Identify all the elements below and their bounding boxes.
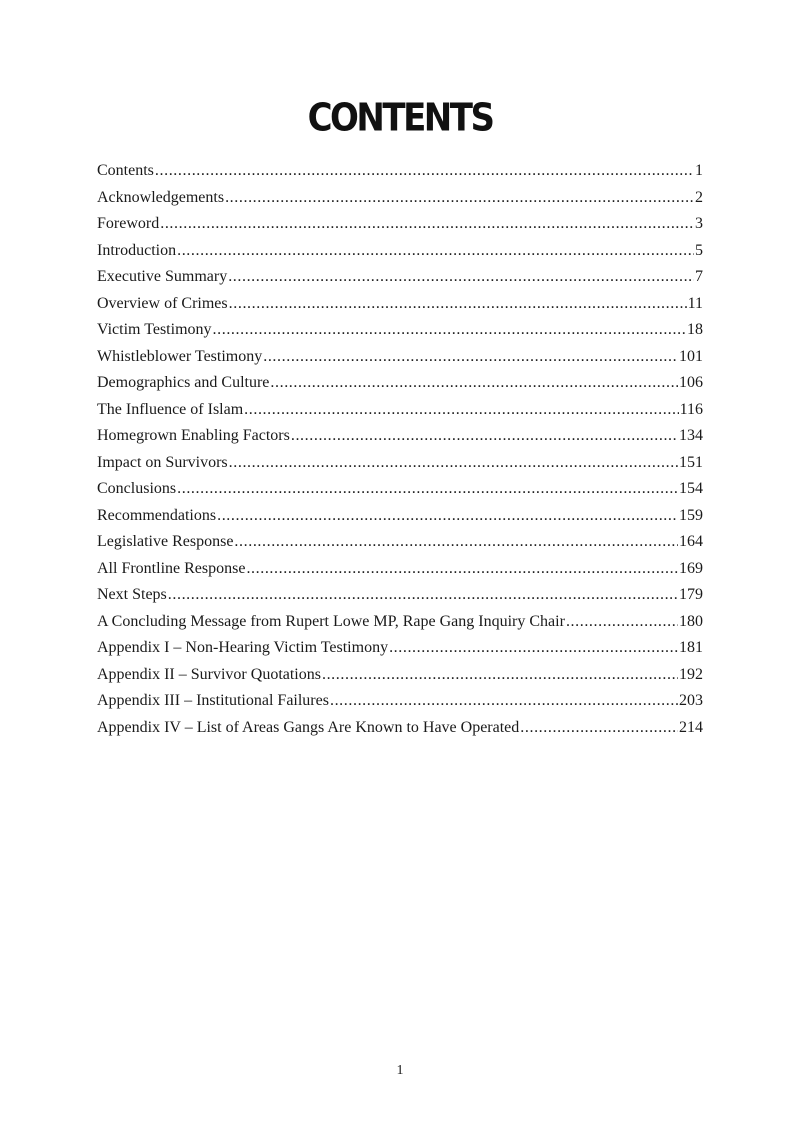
toc-leader-dots [177, 480, 678, 498]
toc-entry-page: 151 [679, 453, 703, 471]
toc-entry-title: Impact on Survivors [97, 453, 228, 471]
toc-entry[interactable] [97, 189, 703, 216]
toc-entry-page: 2 [695, 188, 703, 206]
toc-leader-dots [244, 401, 678, 419]
toc-entry[interactable] [97, 639, 703, 666]
toc-entry[interactable] [97, 692, 703, 719]
toc-entry-page: 154 [679, 480, 703, 497]
toc-leader-dots [168, 586, 678, 604]
toc-leader-dots [246, 560, 678, 578]
toc-entry-title: Executive Summary [97, 268, 228, 285]
toc-entry-title: Homegrown Enabling Factors [97, 427, 290, 444]
toc-leader-dots [225, 189, 694, 207]
toc-entry-title: Appendix II – Survivor Quotations [97, 665, 321, 683]
toc-entry-page: 164 [679, 533, 703, 550]
page-number: 1 [396, 1063, 404, 1078]
toc-leader-dots [520, 719, 678, 737]
toc-entry[interactable] [97, 507, 703, 534]
toc-entry-page: 5 [695, 241, 703, 259]
toc-entry-title: The Influence of Islam [97, 400, 244, 418]
toc-entry[interactable] [97, 480, 703, 507]
toc-entry-title: Whistleblower Testimony [97, 347, 263, 365]
toc-entry-page: 11 [687, 294, 703, 312]
toc-leader-dots [389, 639, 678, 657]
toc-entry[interactable] [97, 719, 703, 746]
toc-entry-page: 7 [695, 268, 703, 285]
toc-leader-dots [229, 295, 687, 313]
table-of-contents [97, 162, 703, 745]
toc-leader-dots [566, 613, 678, 631]
toc-entry-page: 214 [679, 718, 703, 736]
toc-leader-dots [234, 533, 678, 551]
toc-leader-dots [270, 374, 678, 392]
toc-entry-page: 159 [679, 506, 703, 524]
toc-entry[interactable] [97, 295, 703, 322]
toc-entry-page: 134 [679, 427, 703, 444]
toc-entry[interactable] [97, 586, 703, 613]
toc-entry-title: Conclusions [97, 480, 177, 497]
toc-entry[interactable] [97, 242, 703, 269]
toc-entry-page: 181 [679, 639, 703, 656]
toc-entry-page: 169 [679, 559, 703, 577]
toc-entry-page: 101 [679, 347, 703, 365]
toc-entry-title: A Concluding Message from Rupert Lowe MP, Rape Gang Inquiry Chair [97, 612, 565, 630]
toc-entry-page: 3 [695, 215, 703, 232]
toc-entry[interactable] [97, 374, 703, 401]
toc-entry-title: Victim Testimony [97, 321, 212, 338]
toc-entry-title: All Frontline Response [97, 559, 246, 577]
toc-leader-dots [330, 692, 678, 710]
toc-leader-dots [322, 666, 678, 684]
toc-entry[interactable] [97, 454, 703, 481]
toc-entry-title: Introduction [97, 241, 177, 259]
toc-entry[interactable] [97, 348, 703, 375]
toc-leader-dots [160, 215, 694, 233]
toc-entry[interactable] [97, 533, 703, 560]
toc-entry[interactable] [97, 401, 703, 428]
toc-entry[interactable] [97, 666, 703, 693]
toc-leader-dots [263, 348, 678, 366]
toc-entry-title: Appendix I – Non-Hearing Victim Testimony [97, 639, 389, 656]
toc-leader-dots [229, 454, 678, 472]
toc-entry-page: 180 [679, 612, 703, 630]
toc-entry-title: Overview of Crimes [97, 294, 228, 312]
toc-entry-title: Legislative Response [97, 533, 234, 550]
toc-leader-dots [177, 242, 694, 260]
toc-entry-title: Appendix IV – List of Areas Gangs Are Known to Have Operated [97, 718, 520, 736]
toc-leader-dots [155, 162, 694, 180]
toc-entry-title: Recommendations [97, 506, 217, 524]
toc-entry-page: 1 [695, 162, 703, 179]
toc-entry-title: Demographics and Culture [97, 374, 270, 391]
toc-entry-page: 179 [679, 586, 703, 603]
toc-entry[interactable] [97, 560, 703, 587]
toc-entry-title: Next Steps [97, 586, 167, 603]
toc-entry[interactable] [97, 321, 703, 348]
toc-leader-dots [291, 427, 678, 445]
toc-entry-page: 18 [687, 321, 703, 338]
toc-entry-page: 116 [679, 400, 703, 418]
toc-leader-dots [217, 507, 678, 525]
toc-entry-page: 203 [679, 692, 703, 709]
toc-leader-dots [228, 268, 694, 286]
toc-entry-page: 192 [679, 665, 703, 683]
toc-entry[interactable] [97, 268, 703, 295]
toc-entry[interactable] [97, 613, 703, 640]
toc-entry[interactable] [97, 215, 703, 242]
toc-entry-page: 106 [679, 374, 703, 391]
toc-leader-dots [213, 321, 686, 339]
toc-entry-title: Contents [97, 162, 154, 179]
page-title: CONTENTS [307, 95, 493, 141]
toc-entry[interactable] [97, 162, 703, 189]
toc-entry[interactable] [97, 427, 703, 454]
toc-entry-title: Acknowledgements [97, 188, 225, 206]
toc-entry-title: Foreword [97, 215, 160, 232]
toc-entry-title: Appendix III – Institutional Failures [97, 692, 329, 709]
